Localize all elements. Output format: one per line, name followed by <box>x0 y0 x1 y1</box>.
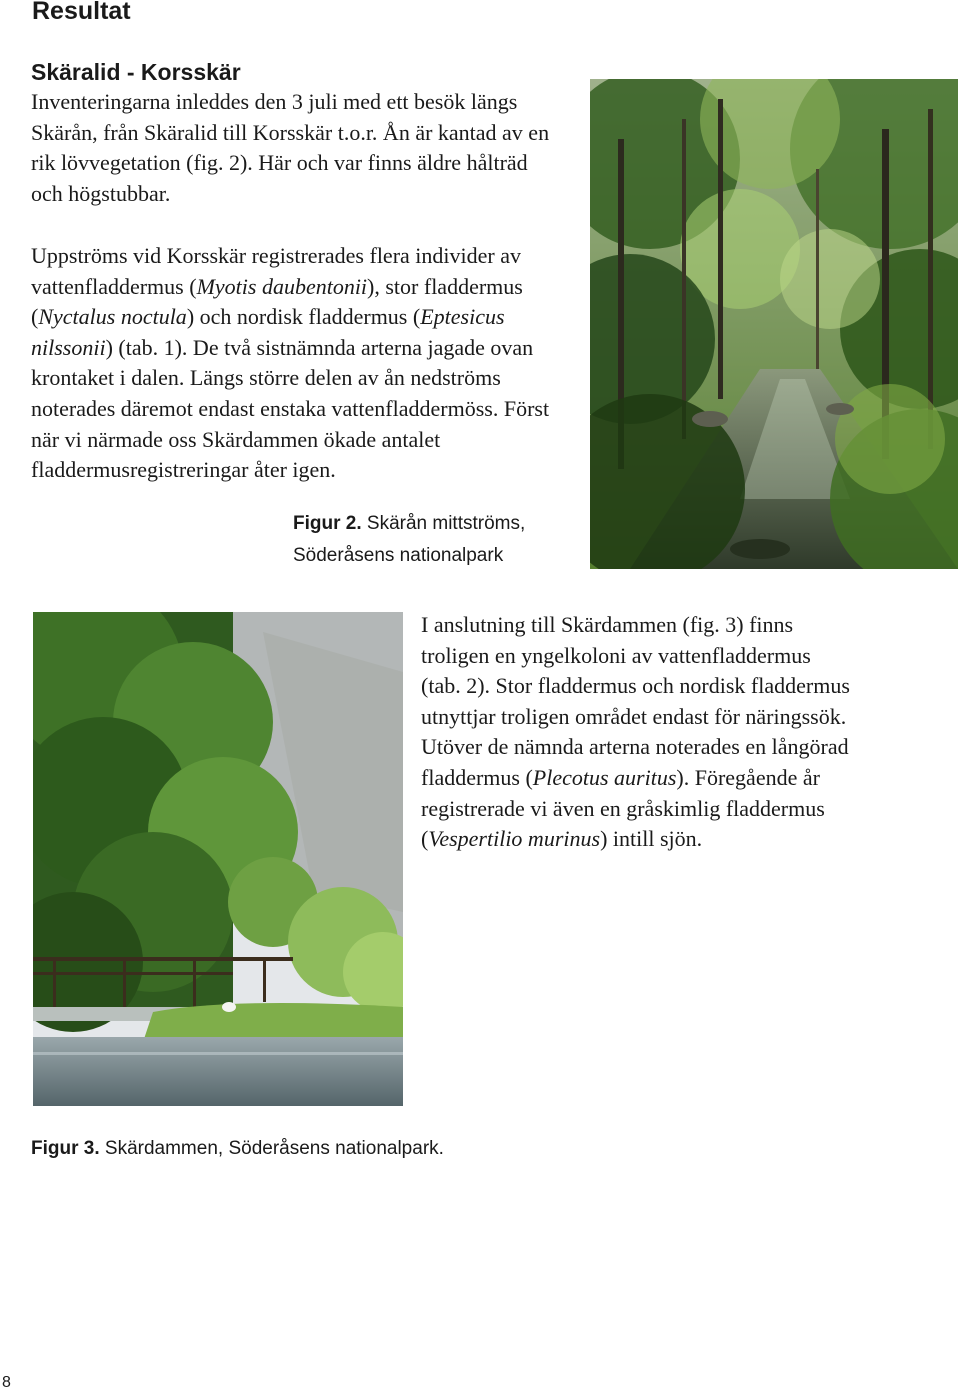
stream-forest-image <box>590 79 958 569</box>
page-number: 8 <box>2 1374 11 1391</box>
figure-2-caption-line1: Skärån mittströms, <box>361 513 526 534</box>
figure-3-photo <box>33 612 403 1106</box>
species-myotis-daubentonii: Myotis daubentonii <box>196 273 368 299</box>
figure-2-label: Figur 2. <box>293 513 362 534</box>
figure-3-label: Figur 3. <box>31 1138 100 1159</box>
lake-trees-image <box>33 612 403 1106</box>
paragraph-species <box>31 241 576 486</box>
subsection-title: Skäralid - Korsskär <box>31 59 241 85</box>
figure-3-caption-text: Skärdammen, Söderåsens nationalpark. <box>99 1138 444 1159</box>
figure-2-photo <box>590 79 958 569</box>
species-nyctalus-noctula: Nyctalus noctula <box>38 304 187 330</box>
para3-text-1: I anslutning till Skärdammen (fig. 3) finns troligen en yngelkoloni av vattenfladdermus (tab. 2). Stor fladdermus och nordisk fladdermus utnyttjar troligen området endast för näringssök. Utöver de nämnda arterna noterades en långörad fladdermus ( <box>421 612 850 790</box>
figure-2-caption <box>293 508 583 572</box>
para2-text-1: Uppströms vid Korsskär registrerades flera individer av vattenfladdermus ( <box>31 243 521 299</box>
para3-text-3: ) intill sjön. <box>600 826 703 852</box>
species-vespertilio-murinus: Vespertilio murinus <box>428 826 601 852</box>
para3-text-2: ). Föregående år registrerade vi även en gråskimlig fladdermus ( <box>421 764 825 852</box>
figure-3-caption <box>31 1133 631 1165</box>
section-title: Resultat <box>32 0 131 25</box>
paragraph-skardammen <box>421 610 851 855</box>
species-plecotus-auritus: Plecotus auritus <box>532 764 677 790</box>
para2-text-4: ) (tab. 1). De två sistnämnda arterna jagade ovan krontaket i dalen. Längs större delen av ån nedströms noterades däremot endast enstaka vattenfladdermöss. Först när vi närmade oss Skärdammen ökade antalet fladdermusregistreringar åter igen. <box>31 334 550 483</box>
para2-text-3: ) och nordisk fladdermus ( <box>186 304 421 330</box>
species-eptesicus-nilssonii: Eptesicus nilssonii <box>31 304 505 360</box>
paragraph-intro: Inventeringarna inleddes den 3 juli med ett besök längs Skärån, från Skäralid till Korsskär t.o.r. Ån är kantad av en rik lövvegetation (fig. 2). Här och var finns äldre hålträd och högstubbar. <box>31 89 550 206</box>
figure-2-caption-line2: Söderåsens nationalpark <box>293 545 504 566</box>
para2-text-2: ), stor fladdermus ( <box>31 273 523 330</box>
